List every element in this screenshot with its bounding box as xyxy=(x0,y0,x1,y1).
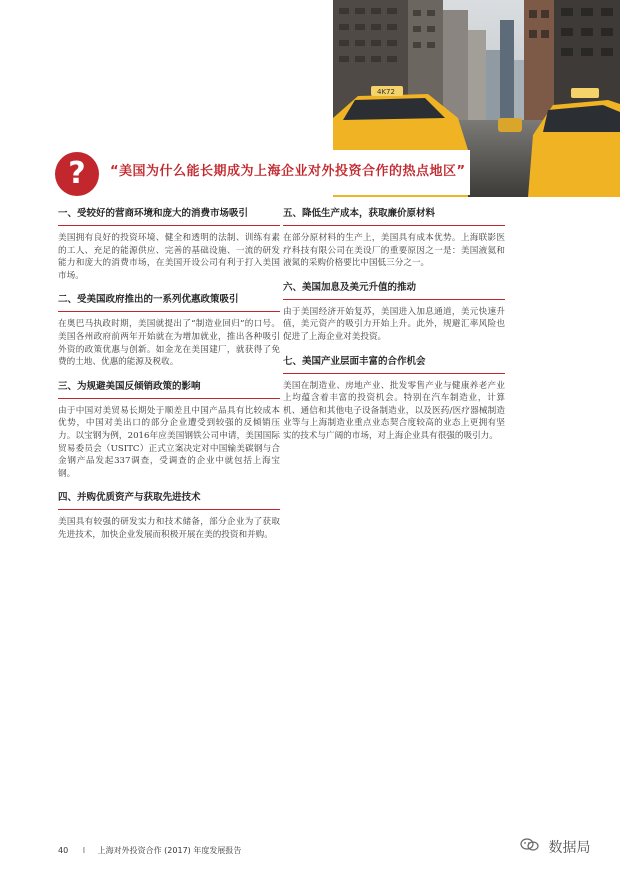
section-body: 由于中国对美贸易长期处于顺差且中国产品具有比较成本优势，中国对美出口的部分企业遭受到较强的反倾销压力。以宝钢为例，2016年应美国钢铁公司申请，美国国际贸易委员会（USITC）正式立案决定对中国输美碳钢与合金钢产品发起337调查，受调查的企业中就包括上海宝钢。 xyxy=(58,405,280,479)
section-heading: 三、为规避美国反倾销政策的影响 xyxy=(58,380,280,399)
section-1 xyxy=(58,207,280,282)
page-title: “美国为什么能长期成为上海企业对外投资合作的热点地区” xyxy=(110,164,466,179)
section-heading: 五、降低生产成本，获取廉价原材料 xyxy=(283,207,505,226)
section-6 xyxy=(283,281,505,344)
section-3 xyxy=(58,380,280,481)
section-body: 在奥巴马执政时期，美国就提出了“制造业回归”的口号。美国各州政府前两年开始就在为增加就业，推出各种吸引外资的政策优惠与创新。如金龙在美国建厂，就获得了免费的土地、优惠的能源及税收。 xyxy=(58,319,280,368)
section-body: 美国具有较强的研发实力和技术储备，部分企业为了获取先进技术，加快企业发展而积极开展在美的投资和并购。 xyxy=(58,517,280,540)
section-body: 美国在制造业、房地产业、批发零售产业与健康养老产业上均蕴含着丰富的投资机会。特别在汽车制造业，计算机、通信和其他电子设备制造业，以及医药/医疗器械制造业等与上海制造业重点业态契合度较高的业态上更拥有坚实的技术与广阔的市场，对上海企业具有很强的吸引力。 xyxy=(283,380,505,441)
report-title: 上海对外投资合作 (2017) 年度发展报告 xyxy=(97,846,242,855)
section-5 xyxy=(283,207,505,270)
page-number: 40 xyxy=(58,846,69,855)
section-7 xyxy=(283,355,505,443)
section-body: 由于美国经济开始复苏，美国进入加息通道，美元快速升值，美元资产的吸引力开始上升。此外，规避汇率风险也促进了上海企业对美投资。 xyxy=(283,306,505,342)
section-4 xyxy=(58,491,280,541)
section-2 xyxy=(58,293,280,368)
section-body: 在部分原材料的生产上，美国具有成本优势。上海联影医疗科技有限公司在美设厂的重要原因之一是：美国液氦和液氮的采购价格要比中国低三分之一。 xyxy=(283,233,505,269)
wechat-icon xyxy=(520,836,540,860)
footer-separator: I xyxy=(82,846,86,855)
watermark xyxy=(520,836,615,860)
section-heading: 七、美国产业层面丰富的合作机会 xyxy=(283,355,505,374)
taxi-plate-text: 4K72 xyxy=(377,88,395,96)
watermark-text: 数据局 xyxy=(548,840,591,856)
right-column xyxy=(283,207,505,454)
section-heading: 六、美国加息及美元升值的推动 xyxy=(283,281,505,300)
section-heading: 一、受较好的营商环境和庞大的消费市场吸引 xyxy=(58,207,280,226)
question-icon: ? xyxy=(55,152,99,196)
left-column xyxy=(58,207,280,553)
section-heading: 四、并购优质资产与获取先进技术 xyxy=(58,491,280,510)
section-body: 美国拥有良好的投资环境、健全和透明的法制、训练有素的工人、充足的能源供应、完善的基础设施、一流的研发能力和庞大的消费市场，在美国开设公司有利于打入美国市场。 xyxy=(58,233,280,281)
section-heading: 二、受美国政府推出的一系列优惠政策吸引 xyxy=(58,293,280,312)
page-footer xyxy=(58,845,458,857)
